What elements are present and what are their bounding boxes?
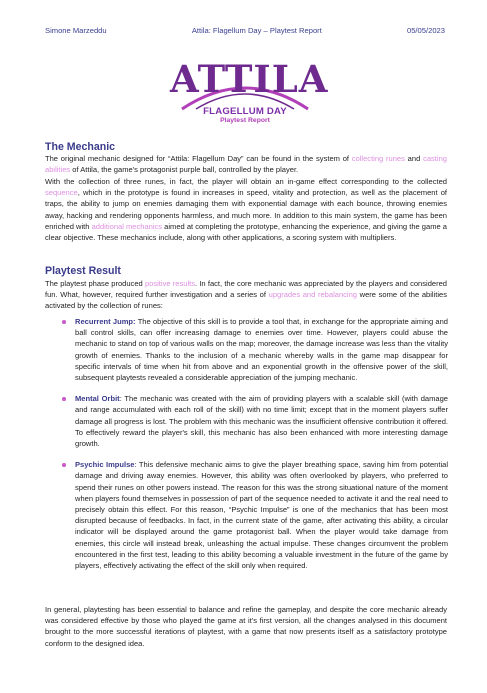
highlight-additional-mechanics: additional mechanics [91,221,163,231]
highlight-positive-results: positive results [144,279,195,288]
bullet-term: Recurrent Jump: [75,317,136,326]
bullet-text: The objective of this skill is to provide a tool that, in exchange for the appropriate aiming and ball control skills, can offer increasing damage to enemies over time. However, players could abuse the mechanic to stand on top of various walls on the map; moreover, the damage increase was less than the vitality growth of enemies. Thanks to the inclusion of a mechanic whereby walls in the game map disappear for specific intervals of time when hit from above and an exponential growth in the offensive power of the skill, subsequent playtests revealed a considerable appreciation of the jumping mechanic. [75,317,449,383]
page-header [45,26,445,36]
ability-bullet-list [62,316,448,571]
closing-paragraph: In general, playtesting has been essential to balance and refine the gameplay, and despite the core mechanic already was considered effective by those who played the game at it's first version, all the changes analysed in this document brought to the more successful iterations of playtest, with a game that now presents itself as a satisfactory prototype conform to the designed idea. [45,605,447,648]
bullet-term: Mental Orbit [75,394,120,404]
highlight-upgrades-rebalancing: upgrades and rebalancing [268,290,357,300]
logo-subtitle: FLAGELLUM DAY [203,106,287,117]
list-item [62,459,448,571]
mechanic-paragraph-1: The original mechanic designed for “Attila: Flagellum Day” can be found in the system of collecting runes and casting abilities of Attila, the game's protagonist purple ball, controlled by the player. [45,154,447,175]
header-author: Simone Marzeddu [45,26,107,35]
bullet-dot-icon [62,463,66,467]
list-item [62,393,448,449]
bullet-dot-icon [62,320,66,324]
header-doc-title: Attila: Flagellum Day – Playtest Report [191,26,322,35]
section-heading-playtest-result: Playtest Result [45,265,121,277]
mechanic-paragraph-2: With the collection of three runes, in fact, the player will obtain an in-game effect corresponding to the collected sequence, which in the prototype is found in increases in speed, vitality and protection, as well as the placement of traps, the ability to jump on enemies damaging them with exponential damage with each bounce, throwing enemies away, hacking and rendering opponents harmless, and much more. In addition to this main system, the game has been enriched with additional mechanics aimed at completing the prototype, enhancing the experience, and giving the game a clear objective. These mechanics include, along with other applications, a scoring system with multipliers. [45,177,447,243]
bullet-text: : The mechanic was created with the aim of providing players with a scalable skill (with damage and range accumulated with each roll of the skill) with no time limit; except that in the moment players suffer damage all progress is lost. The problem with this mechanic was the insufficient offensive contribution it offered. To effectively reward the player's skill, this mechanic has also been enhanced with more interesting damage growth. [75,394,448,449]
section-heading-mechanic: The Mechanic [45,141,116,153]
list-item [62,316,448,383]
bullet-text: : This defensive mechanic aims to give the player breathing space, saving him from potential damage and driving away enemies. However, this ability was often overlooked by players, who preferred to spend their runes on other powers instead. The reason for this was the strong situational nature of the moment when players found themselves in possession of part of the sequence needed to activate it and the real need to precisely obtain this effect. For this reason, “Psychic Impulse” is one of the mechanics that has been most disrupted because of feedbacks. In fact, in the current state of the game, after activating this ability, a circular indicator will be displayed around the game protagonist ball. When the player would take damage from enemies, this circle will instead break, unleashing the actual impulse. These changes circumvent the problem encountered in the first test, leading to this ability becoming a valuable investment in the future of the game by players, effectively activating the effect of the skill only when required. [75,460,448,571]
highlight-casting-abilities: casting abilities [45,154,447,175]
logo-tagline: Playtest Report [220,117,270,124]
playtest-paragraph-1: The playtest phase produced positive results. In fact, the core mechanic was appreciated by the players and considered fun. What, however, required further investigation and a series of upgrades and rebalancing were some of the abilities activated by the collection of runes: [45,279,447,311]
bullet-dot-icon [62,397,66,401]
header-date: 05/05/2023 [406,26,445,35]
logo-wordmark: ATTILA [170,57,329,101]
highlight-sequence: sequence [45,188,78,198]
bullet-term: Psychic Impulse [75,460,135,470]
game-logo [170,55,329,135]
highlight-collecting-runes: collecting runes [351,154,405,163]
